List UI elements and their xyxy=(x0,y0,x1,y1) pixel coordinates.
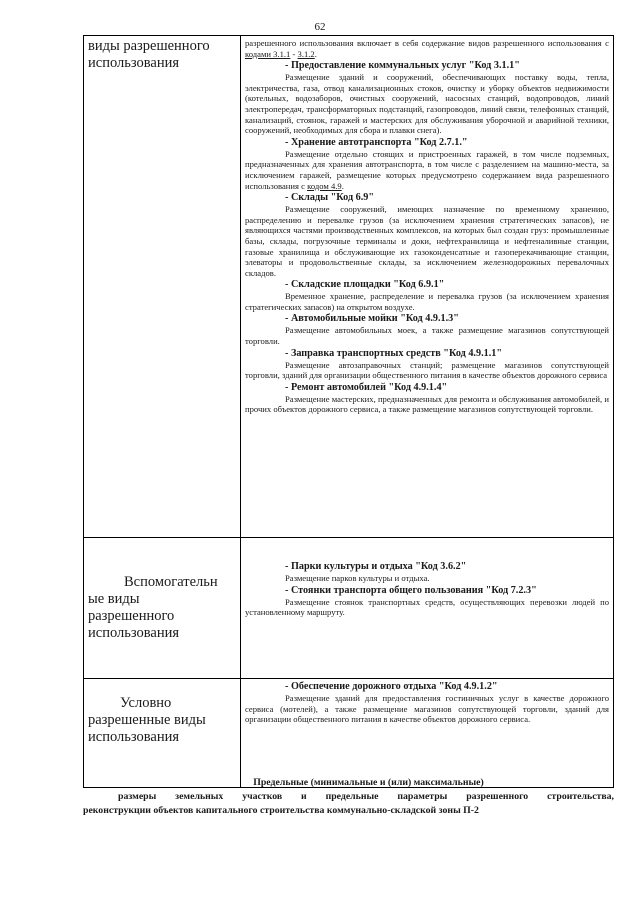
table-row-main-uses xyxy=(84,36,614,538)
footer-line: размеры земельных участков и предельные параметры разрешенного строительства, xyxy=(118,791,614,802)
zoning-table xyxy=(83,35,614,788)
table-row-auxiliary-uses xyxy=(84,538,614,679)
section-body: Размещение стоянок транспортных средств, осуществляющих перевозки людей по установленному маршруту. xyxy=(245,596,609,618)
row-content-conditional-uses xyxy=(241,679,614,788)
section-body: Размещение зданий и сооружений, обеспечивающих поставку воды, тепла, электричества, газа, отвод канализационных стоков, очистку и уборку объектов недвижимости (котельных, водозаборов, очистных сооружений, насосных станций, водопроводов, линий электропередач, трансформаторных подстанций, газопроводов, линий связи, телефонных станций, канализаций, стоянок, гаражей и мастерских для обслуживания уборочной и аварийной техники, сооружений, необходимых для сбора и плавки снега). xyxy=(245,72,609,136)
section-title: - Предоставление коммунальных услуг "Код 3.1.1" xyxy=(285,60,520,72)
section-title: - Складские площадки "Код 6.9.1" xyxy=(285,279,445,291)
row-label-auxiliary-uses: Вспомогательн ые виды разрешенного использования xyxy=(84,538,241,679)
code-link-3-1-2[interactable]: 3.1.2 xyxy=(297,48,315,59)
section-body: Размещение парков культуры и отдыха. xyxy=(285,573,430,583)
code-link-4-9[interactable]: кодом 4.9 xyxy=(307,180,342,191)
row-content-main-uses xyxy=(241,36,614,538)
footer-heading xyxy=(83,776,614,818)
section-title: - Обеспечение дорожного отдыха "Код 4.9.1.2" xyxy=(285,681,498,692)
section-title: - Ремонт автомобилей "Код 4.9.1.4" xyxy=(285,381,448,393)
section-body: Размещение сооружений, имеющих назначение по временному хранению, распределению и перевалке грузов (за исключением хранения стратегических запасов), не являющихся частями производственных комплексов, на которых был создан груз: промышленные базы, склады, погрузочные терминалы и доки, нефтехранилища и нефтеналивные станции, газовые хранилища и обслуживающие их газоконденсатные и газоперекачивающие станции, элеваторы и продовольственные склады, за исключением железнодорожных перевалочных складов. xyxy=(245,204,609,278)
footer-line: Предельные (минимальные и (или) максимальные) xyxy=(253,777,484,788)
code-link-3-1-1[interactable]: кодами 3.1.1 xyxy=(245,48,291,59)
page-number: 62 xyxy=(314,21,326,33)
section-body: Размещение зданий для предоставления гостиничных услуг в качестве дорожного сервиса (мотелей), а также размещение магазинов сопутствующей торговли, зданий для организации общественного питания в качестве объектов дорожного сервиса. xyxy=(245,693,609,725)
row-label-main-uses: виды разрешенного использования xyxy=(84,36,241,538)
section-title: - Заправка транспортных средств "Код 4.9.1.1" xyxy=(285,347,503,359)
row-content-auxiliary-uses xyxy=(241,538,614,679)
section-body: Размещение отдельно стоящих и пристроенных гаражей, в том числе подземных, предназначенных для хранения автотранспорта, в том числе с разделением на машино-места, за исключением гаражей, размещение которых предусмотрено содержанием вида разрешенного использования с кодом 4.9. xyxy=(245,148,609,191)
intro-text: разрешенного использования включает в себя содержание видов разрешенного использования с кодами 3.1.1 - 3.1.2. xyxy=(245,38,609,59)
section-title: - Стоянки транспорта общего пользования "Код 7.2.3" xyxy=(285,584,537,596)
section-title: - Парки культуры и отдыха "Код 3.6.2" xyxy=(285,561,467,572)
row-label-conditional-uses: Условно разрешенные виды использования xyxy=(84,679,241,788)
section-title: - Хранение автотранспорта "Код 2.7.1." xyxy=(285,136,468,148)
section-body: Размещение мастерских, предназначенных для ремонта и обслуживания автомобилей, и прочих объектов дорожного сервиса, а также размещение магазинов сопутствующей торговли. xyxy=(245,393,609,415)
section-body: Размещение автомобильных моек, а также размещение магазинов сопутствующей торговли. xyxy=(245,325,609,347)
section-body: Временное хранение, распределение и перевалка грузов (за исключением хранения стратегических запасов) на открытом воздухе. xyxy=(245,291,609,312)
section-title: - Склады "Код 6.9" xyxy=(285,192,375,204)
footer-line: реконструкции объектов капитального строительства коммунально-складской зоны П-2 xyxy=(83,805,479,816)
section-title: - Автомобильные мойки "Код 4.9.1.3" xyxy=(285,313,459,325)
table-row-conditional-uses xyxy=(84,679,614,788)
section-body: Размещение автозаправочных станций; размещение магазинов сопутствующей торговли, зданий для организации общественного питания в качестве объектов дорожного сервиса xyxy=(245,359,609,381)
